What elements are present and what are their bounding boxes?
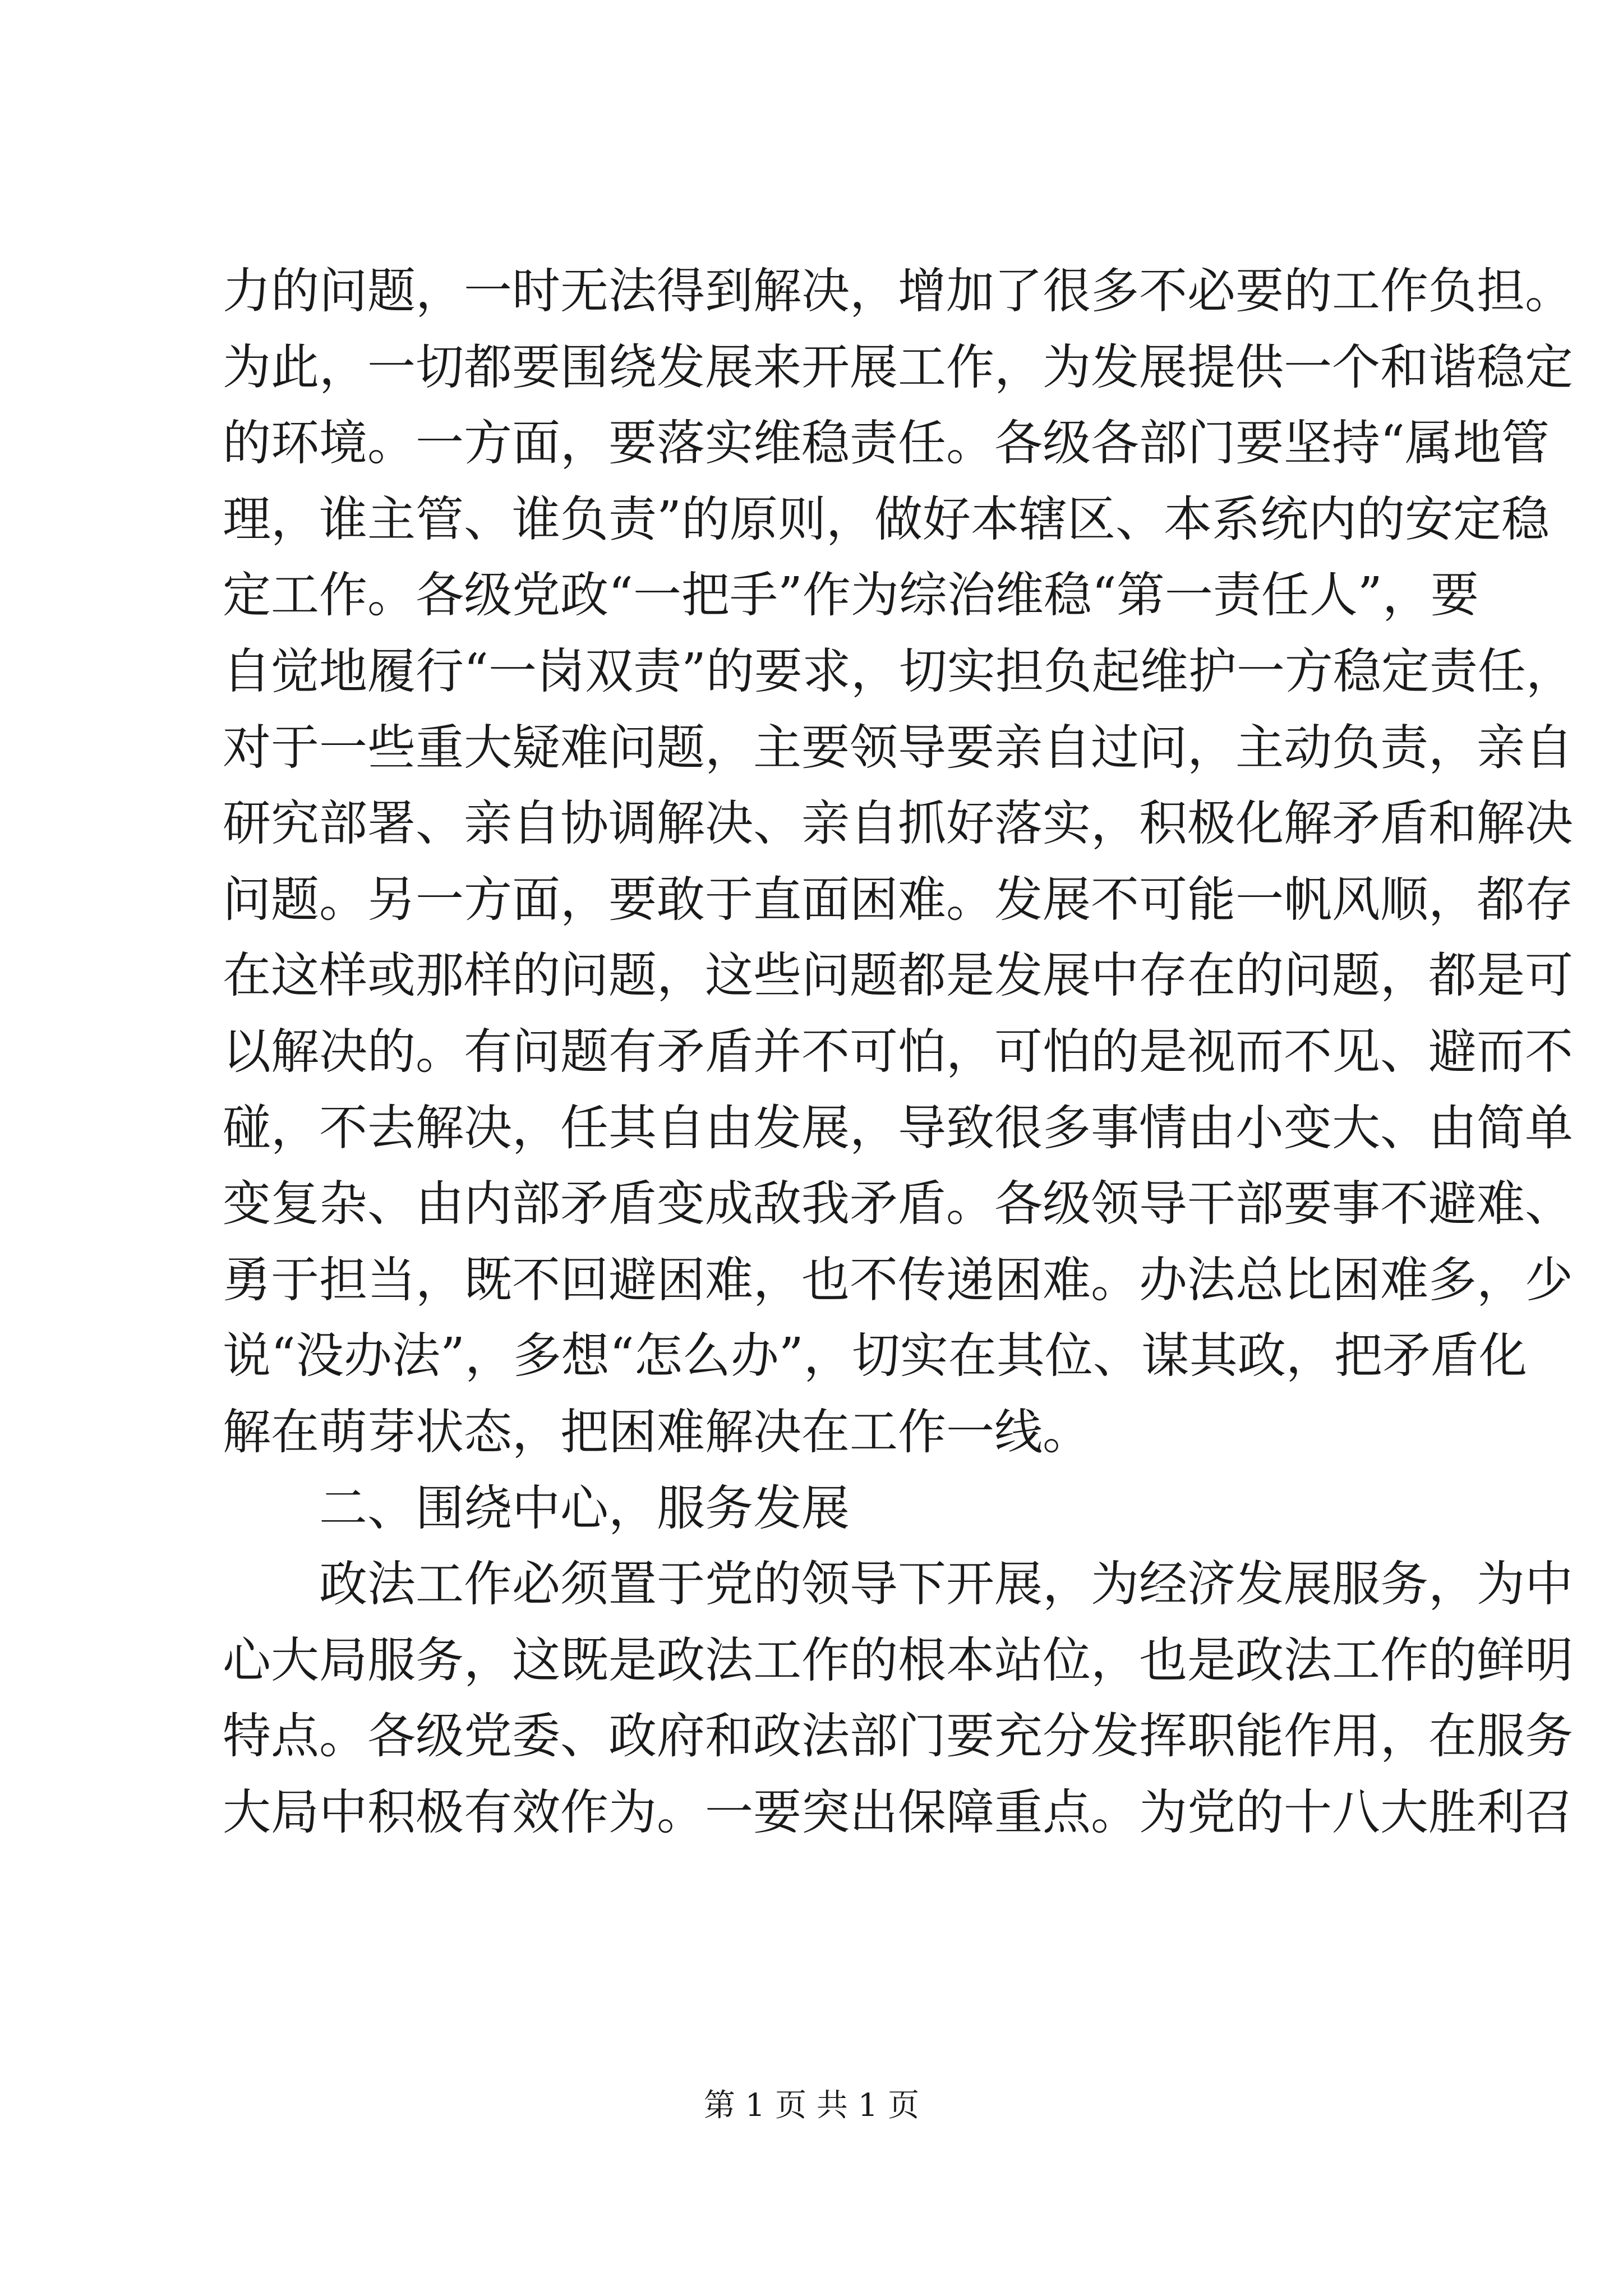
paragraph-line: 变复杂、由内部矛盾变成敌我矛盾。各级领导干部要事不避难、 — [223, 1176, 1573, 1232]
paragraph-line: 对于一些重大疑难问题，主要领导要亲自过问，主动负责，亲自 — [223, 719, 1573, 776]
paragraph-line: 特点。各级党委、政府和政法部门要充分发挥职能作用，在服务 — [223, 1708, 1573, 1765]
paragraph-line: 碰，不去解决，任其自由发展，导致很多事情由小变大、由简单 — [223, 1099, 1573, 1156]
section-heading: 二、围绕中心，服务发展 — [319, 1480, 850, 1536]
paragraph-line: 问题。另一方面，要敢于直面困难。发展不可能一帆风顺，都存 — [223, 871, 1573, 928]
paragraph-line: 大局中积极有效作为。一要突出保障重点。为党的十八大胜利召 — [223, 1784, 1573, 1841]
paragraph-line: 勇于担当，既不回避困难，也不传递困难。办法总比困难多，少 — [223, 1251, 1573, 1308]
document-body — [223, 254, 1574, 1851]
paragraph-line: 解在萌芽状态，把困难解决在工作一线。 — [223, 1404, 1091, 1460]
paragraph-line: 定工作。各级党政“一把手”作为综治维稳“第一责任人”，要 — [223, 567, 1479, 624]
paragraph-line: 研究部署、亲自协调解决、亲自抓好落实，积极化解矛盾和解决 — [223, 795, 1573, 852]
paragraph-line: 自觉地履行“一岗双责”的要求，切实担负起维护一方稳定责任， — [223, 643, 1574, 700]
paragraph-line: 力的问题，一时无法得到解决，增加了很多不必要的工作负担。 — [223, 263, 1573, 319]
paragraph-line: 心大局服务，这既是政法工作的根本站位，也是政法工作的鲜明 — [223, 1632, 1573, 1688]
paragraph-line: 为此，一切都要围绕发展来开展工作，为发展提供一个和谐稳定 — [223, 339, 1573, 395]
paragraph-line: 理，谁主管、谁负责”的原则，做好本辖区、本系统内的安定稳 — [223, 491, 1550, 547]
paragraph-line: 说“没办法”，多想“怎么办”，切实在其位、谋其政，把矛盾化 — [223, 1328, 1527, 1384]
paragraph-line: 以解决的。有问题有矛盾并不可怕，可怕的是视而不见、避而不 — [223, 1023, 1573, 1080]
page-number-footer: 第 1 页 共 1 页 — [703, 2087, 920, 2124]
paragraph-line: 的环境。一方面，要落实维稳责任。各级各部门要坚持“属地管 — [223, 415, 1550, 472]
paragraph-line: 政法工作必须置于党的领导下开展，为经济发展服务，为中 — [319, 1556, 1573, 1613]
paragraph-line: 在这样或那样的问题，这些问题都是发展中存在的问题，都是可 — [223, 947, 1573, 1004]
